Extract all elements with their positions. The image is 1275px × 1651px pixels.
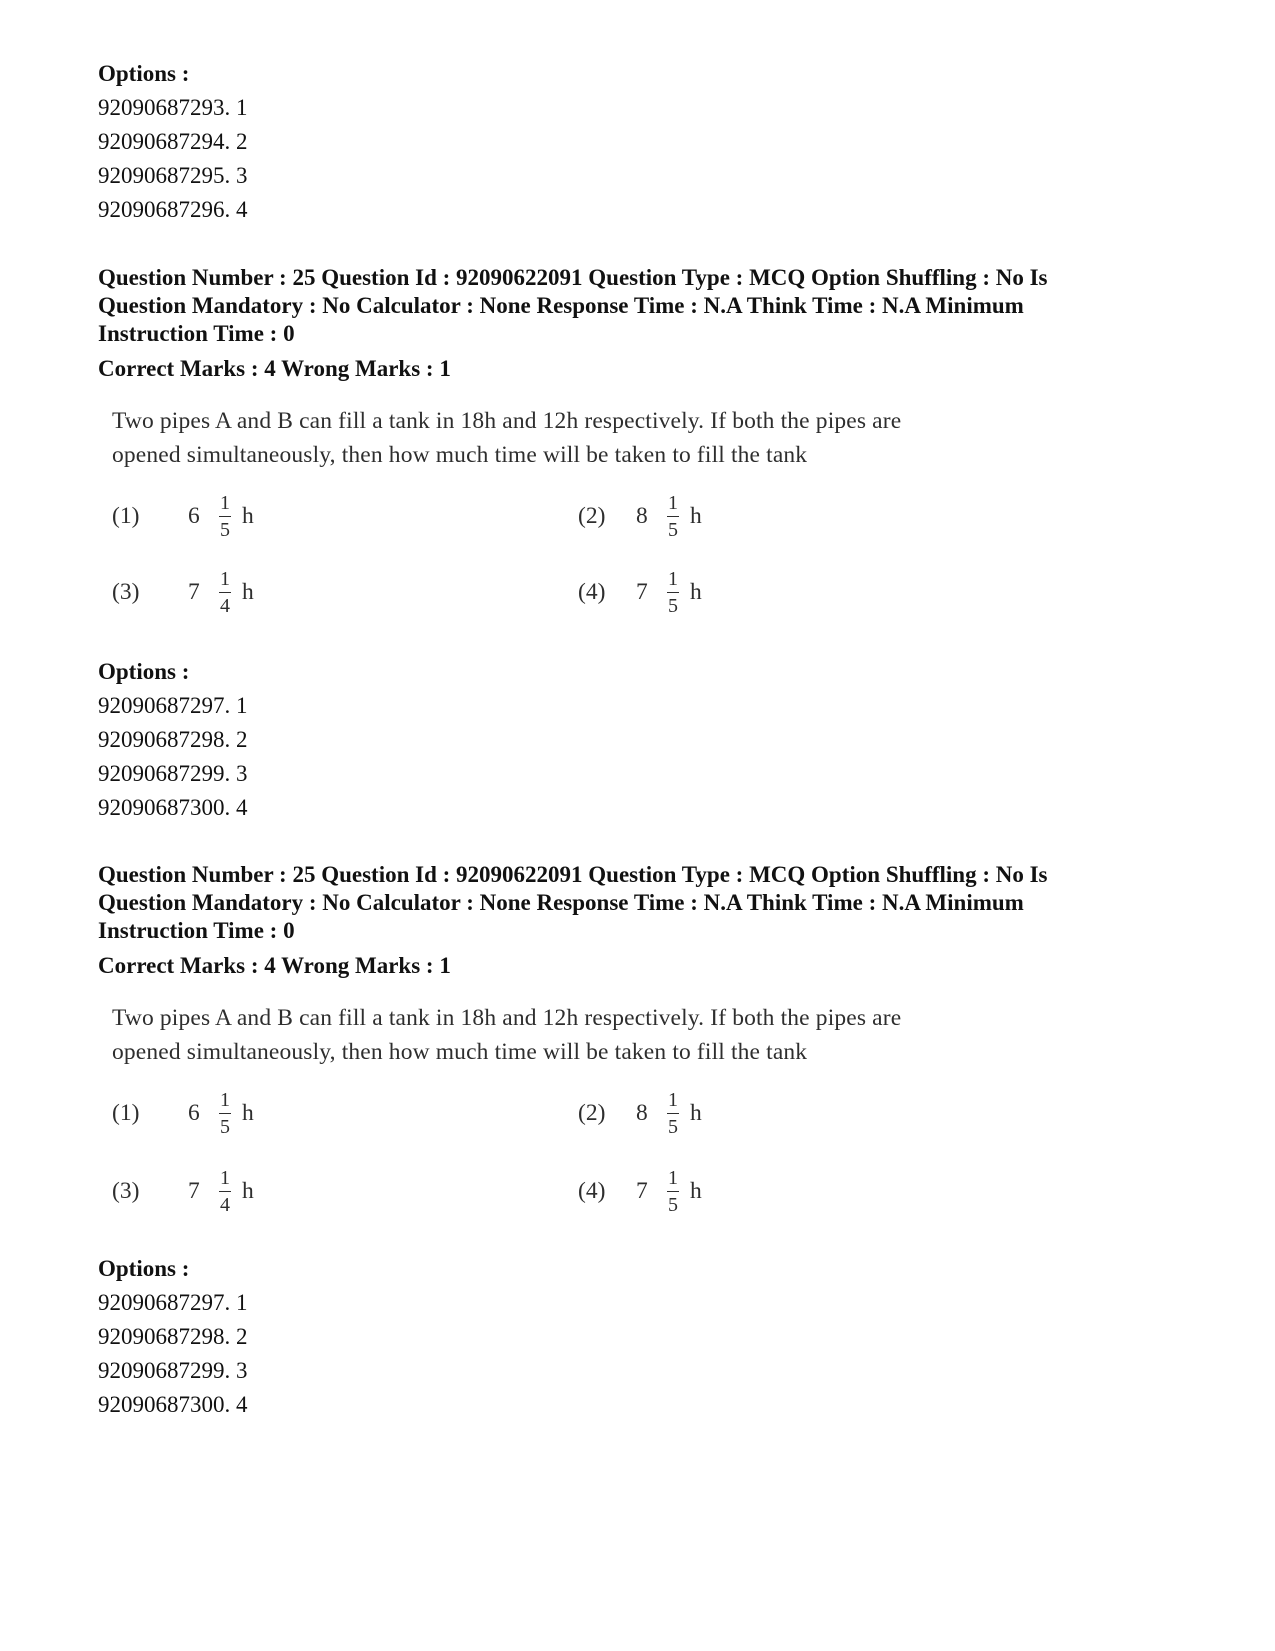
fraction-bar	[219, 592, 231, 593]
choice-whole: 7	[636, 1177, 648, 1204]
choice-unit: h	[242, 578, 254, 605]
choice-unit: h	[242, 502, 254, 529]
fraction-bar	[219, 516, 231, 517]
question-meta-line: Question Number : 25 Question Id : 92090622091 Question Type : MCQ Option Shuffling : No Is	[98, 265, 1048, 290]
fraction-denominator: 5	[668, 594, 678, 617]
question-meta-block	[98, 264, 1178, 384]
choice-label: (2)	[578, 502, 606, 529]
choice-unit: h	[242, 1099, 254, 1126]
option-line: 92090687297. 1	[98, 693, 248, 718]
choice-label: (3)	[112, 1177, 140, 1204]
question-body	[112, 404, 1112, 644]
option-line: 92090687295. 3	[98, 163, 248, 188]
fraction-numerator: 1	[668, 491, 678, 514]
fraction-numerator: 1	[220, 567, 230, 590]
question-text-line: Two pipes A and B can fill a tank in 18h and 12h respectively. If both the pipes are	[112, 1005, 902, 1031]
question-meta-line: Question Mandatory : No Calculator : None Response Time : N.A Think Time : N.A Minimum	[98, 890, 1024, 915]
answer-choice-2	[578, 1085, 702, 1141]
options-heading: Options :	[98, 659, 190, 684]
choice-fraction	[216, 1089, 234, 1138]
choice-fraction	[216, 568, 234, 617]
fraction-bar	[219, 1191, 231, 1192]
choice-label: (1)	[112, 1099, 140, 1126]
question-meta-block	[98, 861, 1178, 981]
fraction-bar	[219, 1113, 231, 1114]
fraction-numerator: 1	[668, 567, 678, 590]
fraction-numerator: 1	[220, 1088, 230, 1111]
choice-unit: h	[690, 1177, 702, 1204]
choice-whole: 6	[188, 1099, 200, 1126]
option-line: 92090687300. 4	[98, 795, 248, 820]
fraction-denominator: 5	[668, 1193, 678, 1216]
fraction-numerator: 1	[220, 1166, 230, 1189]
question-meta-line: Question Number : 25 Question Id : 92090622091 Question Type : MCQ Option Shuffling : No Is	[98, 862, 1048, 887]
options-block	[98, 655, 1178, 825]
choice-whole: 7	[188, 1177, 200, 1204]
choice-unit: h	[690, 578, 702, 605]
option-line: 92090687296. 4	[98, 197, 248, 222]
choice-label: (2)	[578, 1099, 606, 1126]
answer-choice-3	[112, 1163, 254, 1219]
option-line: 92090687298. 2	[98, 1324, 248, 1349]
answer-choice-1	[112, 1085, 254, 1141]
fraction-denominator: 5	[220, 518, 230, 541]
option-line: 92090687293. 1	[98, 95, 248, 120]
fraction-numerator: 1	[668, 1088, 678, 1111]
option-line: 92090687297. 1	[98, 1290, 248, 1315]
question-marks: Correct Marks : 4 Wrong Marks : 1	[98, 953, 451, 978]
question-marks: Correct Marks : 4 Wrong Marks : 1	[98, 356, 451, 381]
options-block	[98, 1252, 1178, 1422]
choice-whole: 8	[636, 502, 648, 529]
choice-label: (4)	[578, 578, 606, 605]
fraction-denominator: 5	[668, 1115, 678, 1138]
choice-label: (4)	[578, 1177, 606, 1204]
fraction-numerator: 1	[220, 491, 230, 514]
fraction-denominator: 4	[220, 1193, 230, 1216]
choice-label: (3)	[112, 578, 140, 605]
fraction-denominator: 4	[220, 594, 230, 617]
fraction-bar	[667, 1191, 679, 1192]
choice-unit: h	[242, 1177, 254, 1204]
choice-fraction	[216, 1167, 234, 1216]
question-text-line: opened simultaneously, then how much time will be taken to fill the tank	[112, 442, 808, 468]
option-line: 92090687299. 3	[98, 761, 248, 786]
fraction-denominator: 5	[220, 1115, 230, 1138]
answer-choice-4	[578, 1163, 702, 1219]
fraction-bar	[667, 516, 679, 517]
option-line: 92090687300. 4	[98, 1392, 248, 1417]
fraction-numerator: 1	[668, 1166, 678, 1189]
top-options-block	[98, 57, 1178, 227]
fraction-denominator: 5	[668, 518, 678, 541]
choice-unit: h	[690, 502, 702, 529]
question-meta-line: Question Mandatory : No Calculator : None Response Time : N.A Think Time : N.A Minimum	[98, 293, 1024, 318]
choice-whole: 7	[188, 578, 200, 605]
question-text-line: Two pipes A and B can fill a tank in 18h and 12h respectively. If both the pipes are	[112, 408, 902, 434]
option-line: 92090687294. 2	[98, 129, 248, 154]
question-meta-line: Instruction Time : 0	[98, 918, 295, 943]
choice-whole: 7	[636, 578, 648, 605]
choice-whole: 6	[188, 502, 200, 529]
choice-fraction	[664, 492, 682, 541]
fraction-bar	[667, 592, 679, 593]
question-body	[112, 1001, 1112, 1241]
choice-label: (1)	[112, 502, 140, 529]
question-text-line: opened simultaneously, then how much time will be taken to fill the tank	[112, 1039, 808, 1065]
choice-fraction	[664, 1167, 682, 1216]
option-line: 92090687298. 2	[98, 727, 248, 752]
options-heading: Options :	[98, 1256, 190, 1281]
answer-choice-1	[112, 488, 254, 544]
fraction-bar	[667, 1113, 679, 1114]
question-meta-line: Instruction Time : 0	[98, 321, 295, 346]
answer-choice-2	[578, 488, 702, 544]
answer-choice-3	[112, 564, 254, 620]
choice-whole: 8	[636, 1099, 648, 1126]
options-heading: Options :	[98, 61, 190, 86]
answer-choice-4	[578, 564, 702, 620]
choice-fraction	[664, 568, 682, 617]
choice-unit: h	[690, 1099, 702, 1126]
choice-fraction	[664, 1089, 682, 1138]
option-line: 92090687299. 3	[98, 1358, 248, 1383]
choice-fraction	[216, 492, 234, 541]
